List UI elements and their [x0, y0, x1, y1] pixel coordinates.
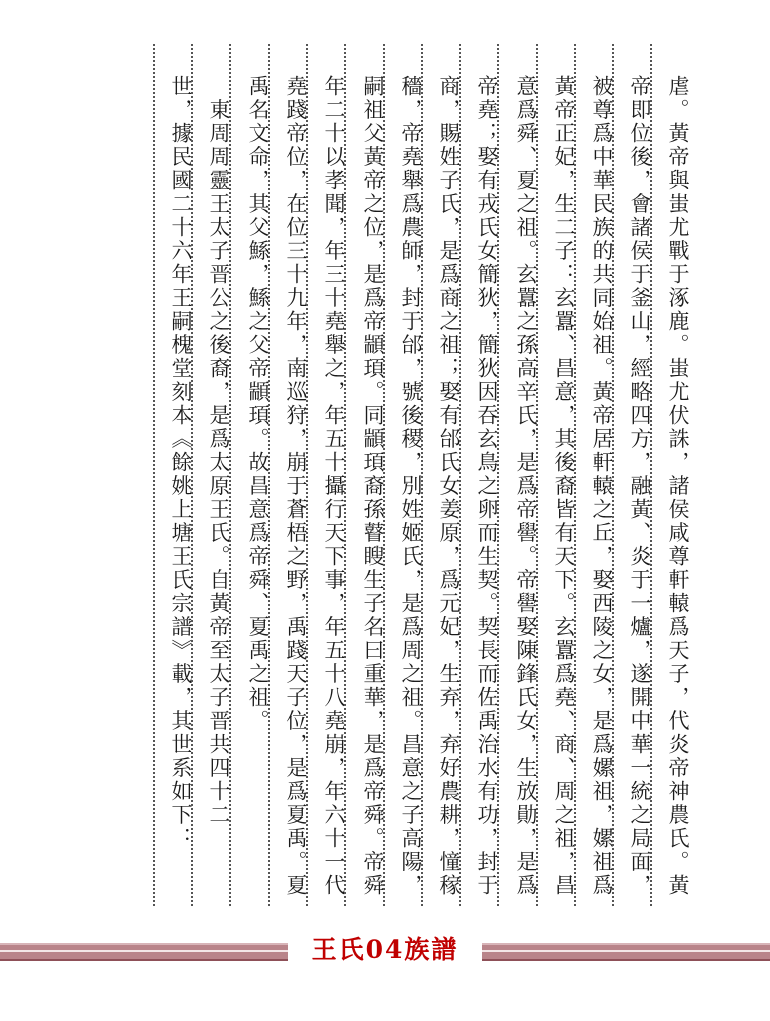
text-column-4: 黃帝正妃，生二子：玄囂、昌意，其後裔皆有天下。玄囂爲堯、商、周之祖，昌: [552, 75, 576, 898]
column-divider: [383, 44, 385, 906]
text-column-11: 堯踐帝位，在位三十九年，南巡狩，崩于蒼梧之野，禹踐天子位，是爲夏禹。夏: [284, 75, 308, 898]
text-column-12: 禹名文命，其父鯀，鯀之父帝顓頊。故昌意爲帝舜、夏禹之祖。: [246, 75, 270, 733]
column-divider: [612, 44, 614, 906]
column-divider: [536, 44, 538, 906]
page-footer: [0, 930, 770, 970]
column-divider: [268, 44, 270, 906]
text-column-9: 嗣祖父黃帝之位，是爲帝顓頊。同顓頊裔孫瞽瞍生子名曰重華，是爲帝舜。帝舜: [361, 75, 385, 898]
column-divider: [344, 44, 346, 906]
column-divider: [153, 44, 155, 906]
text-column-5: 意爲舜、夏之祖。玄囂之孫高辛氏，是爲帝嚳。帝嚳娶陳鋒氏女，生放勛，是爲: [514, 75, 538, 898]
column-divider: [306, 44, 308, 906]
text-column-1: 虐。黃帝與蚩尤戰于涿鹿。蚩尤伏誅，諸侯咸尊軒轅爲天子，代炎帝神農氏。黃: [666, 75, 690, 898]
column-divider: [421, 44, 423, 906]
text-column-8: 穡，帝堯舉爲農師，封于邰，號後稷，別姓姬氏，是爲周之祖。昌意之子高陽，: [399, 75, 423, 898]
text-column-14: 世，據民國二十六年王嗣槐堂刻本《餘姚上塘王氏宗譜》載，其世系如下：: [169, 75, 193, 851]
text-column-10: 年二十以孝聞，年三十堯舉之，年五十攝行天下事，年五十八堯崩，年六十一代: [322, 75, 346, 898]
text-column-6: 帝堯；娶有戎氏女簡狄，簡狄因吞玄鳥之卵而生契。契長而佐禹治水有功，封于: [475, 75, 499, 898]
footer-band-right: [482, 943, 770, 961]
text-column-13: 東周周靈王太子晋公之後裔，是爲太原王氏。自黃帝至太子晋共四十二: [207, 75, 231, 827]
text-column-7: 商，賜姓子氏，是爲商之祖；娶有邰氏女姜原，爲元妃，生弃，弃好農耕，憧稼: [437, 75, 461, 898]
column-divider: [459, 44, 461, 906]
footer-band-left: [0, 943, 288, 961]
footer-title: 王氏04族譜: [311, 935, 459, 964]
column-divider: [191, 44, 193, 906]
text-column-3: 被尊爲中華民族的共同始祖。黃帝居軒轅之丘，娶西陵之女，是爲嫘祖，嫘祖爲: [590, 75, 614, 898]
text-column-2: 帝即位後，會諸侯于釜山，經略四方，融黃、炎于一爐，遂開中華一統之局面，: [628, 75, 652, 898]
column-divider: [497, 44, 499, 906]
column-divider: [650, 44, 652, 906]
column-divider: [229, 44, 231, 906]
column-divider: [574, 44, 576, 906]
